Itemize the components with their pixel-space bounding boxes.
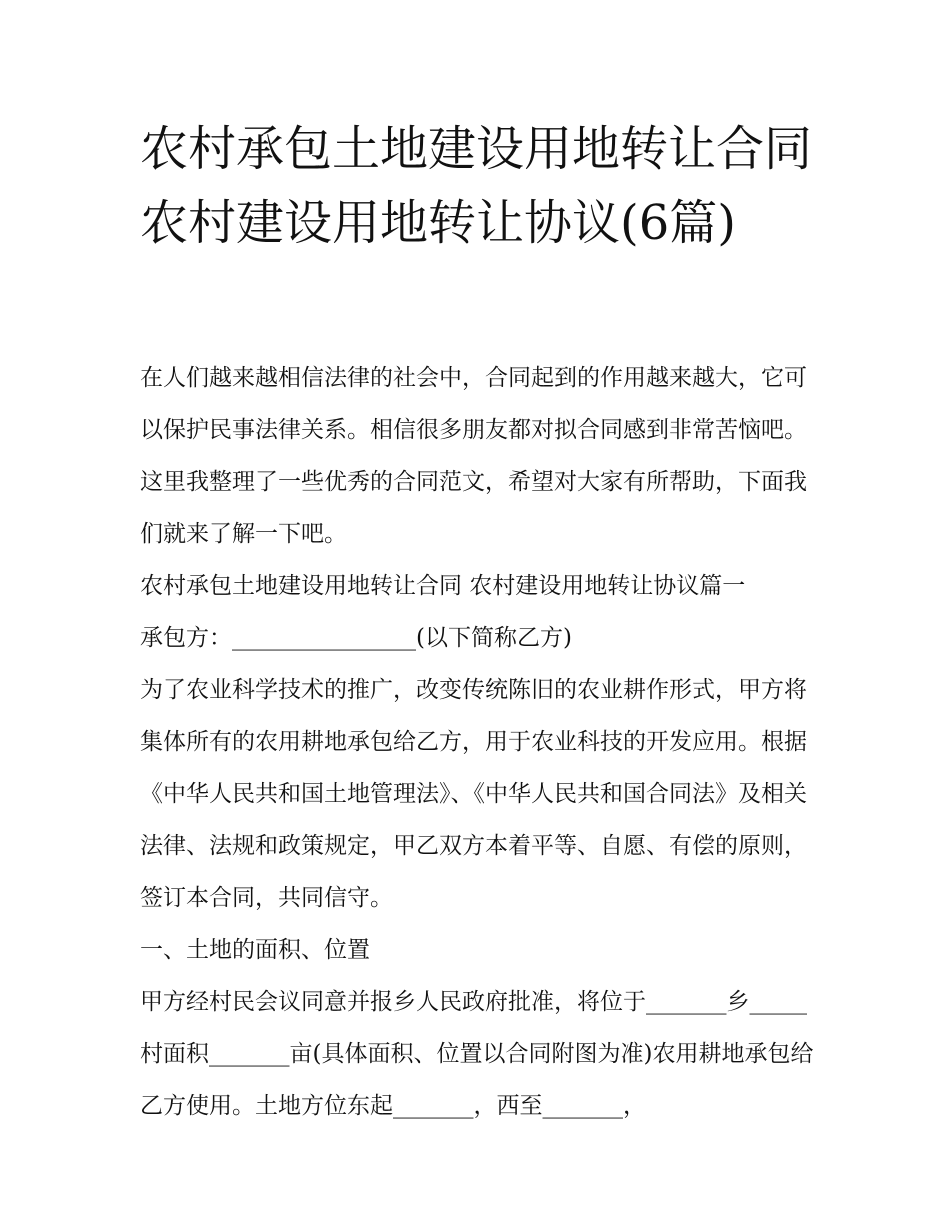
land-location-paragraph: 甲方经村民会议同意并报乡人民政府批准，将位于_______乡_____村面积_______亩(具体面积、位置以合同附图为准)农用耕地承包给乙方使用。土地方位东起_______，西至_______， [140, 989, 814, 1119]
purpose-paragraph: 为了农业科学技术的推广，改变传统陈旧的农业耕作形式，甲方将集体所有的农用耕地承包给乙方，用于农业科技的开发应用。根据《中华人民共和国土地管理法》、《中华人民共和国合同法》及相关法律、法规和政策规定，甲乙双方本着平等、自愿、有偿的原则，签订本合同，共同信守。 [140, 677, 807, 911]
document-title: 农村承包土地建设用地转让合同 农村建设用地转让协议(6篇) [140, 121, 813, 251]
section-heading: 农村承包土地建设用地转让合同 农村建设用地转让协议篇一 [140, 573, 746, 599]
contractor-line: 承包方：________________(以下简称乙方) [140, 625, 572, 651]
document-body [140, 352, 820, 1132]
clause-heading-land: 一、土地的面积、位置 [140, 937, 370, 963]
intro-paragraph: 在人们越来越相信法律的社会中，合同起到的作用越来越大，它可以保护民事法律关系。相信很多朋友都对拟合同感到非常苦恼吧。这里我整理了一些优秀的合同范文，希望对大家有所帮助，下面我们就来了解一下吧。 [140, 365, 807, 547]
